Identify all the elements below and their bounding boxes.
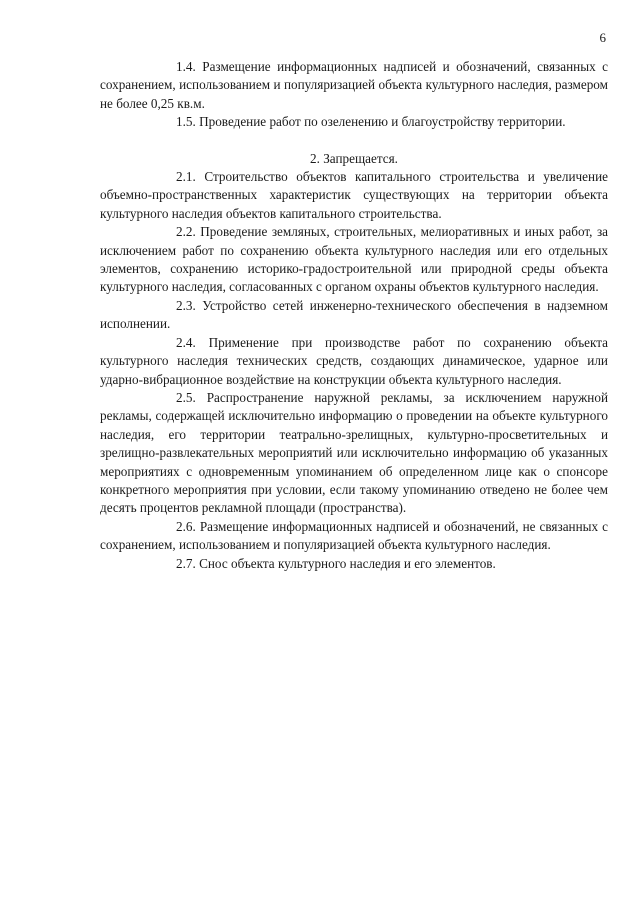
item-text: Устройство сетей инженерно-технического обеспечения в надземном исполнении. — [100, 297, 608, 332]
item-text: Строительство объектов капитального строительства и увеличение объемно-пространственных характеристик существующих на территории объекта культурного наследия объектов капитального строительства. — [100, 169, 608, 221]
list-item-2-3 — [100, 297, 608, 334]
list-item-2-2 — [100, 223, 608, 297]
list-item-2-6 — [100, 518, 608, 555]
item-number: 2.2. — [176, 224, 196, 240]
document-body — [100, 58, 608, 573]
item-number: 2.7. — [176, 555, 196, 571]
item-number: 2.5. — [176, 389, 196, 405]
item-number: 2.1. — [176, 169, 196, 185]
item-text: Проведение земляных, строительных, мелиоративных и иных работ, за исключением работ по сохранению объекта культурного наследия или его отдельных элементов, сохранению историко-градостроительной или природной среды объекта культурного наследия, согласованных с органом охраны объектов культурного наследия. — [100, 224, 609, 295]
page-number: 6 — [599, 30, 606, 45]
list-item-1-5 — [100, 113, 608, 131]
item-number: 1.4. — [176, 59, 196, 74]
list-item-2-1 — [100, 168, 608, 223]
list-item-2-4 — [100, 334, 608, 389]
list-item-2-7 — [100, 555, 608, 573]
item-text: Проведение работ по озеленению и благоустройству территории. — [199, 114, 566, 130]
section-2-heading: 2. Запрещается. — [310, 150, 398, 166]
item-text: Снос объекта культурного наследия и его элементов. — [199, 555, 496, 571]
item-number: 1.5. — [176, 114, 196, 130]
list-item-1-4 — [100, 58, 608, 113]
item-text: Размещение информационных надписей и обозначений, связанных с сохранением, использованием и популяризацией объекта культурного наследия, размером не более 0,25 кв.м. — [100, 59, 608, 111]
list-item-2-5 — [100, 389, 608, 518]
item-number: 2.6. — [176, 518, 196, 534]
item-text: Применение при производстве работ по сохранению объекта культурного наследия технических средств, создающих динамическое, ударное или ударно-вибрационное воздействие на конструкции объекта культурного наследия. — [100, 334, 609, 387]
item-text: Распространение наружной рекламы, за исключением наружной рекламы, содержащей исключительно информацию о проведении на объекте культурного наследия, его территории театрально-зрелищных, культурно-просветительных и зрелищно-развлекательных мероприятий или исключительно информацию об указанных мероприятиях с одновременным упоминанием об определенном лице как о спонсоре конкретного мероприятия при условии, если такому упоминанию отведено не более чем десять процентов рекламной площади (пространства). — [100, 389, 609, 516]
item-text: Размещение информационных надписей и обозначений, не связанных с сохранением, использованием и популяризацией объекта культурного наследия. — [100, 518, 609, 553]
item-number: 2.3. — [176, 297, 196, 313]
item-number: 2.4. — [176, 334, 196, 350]
